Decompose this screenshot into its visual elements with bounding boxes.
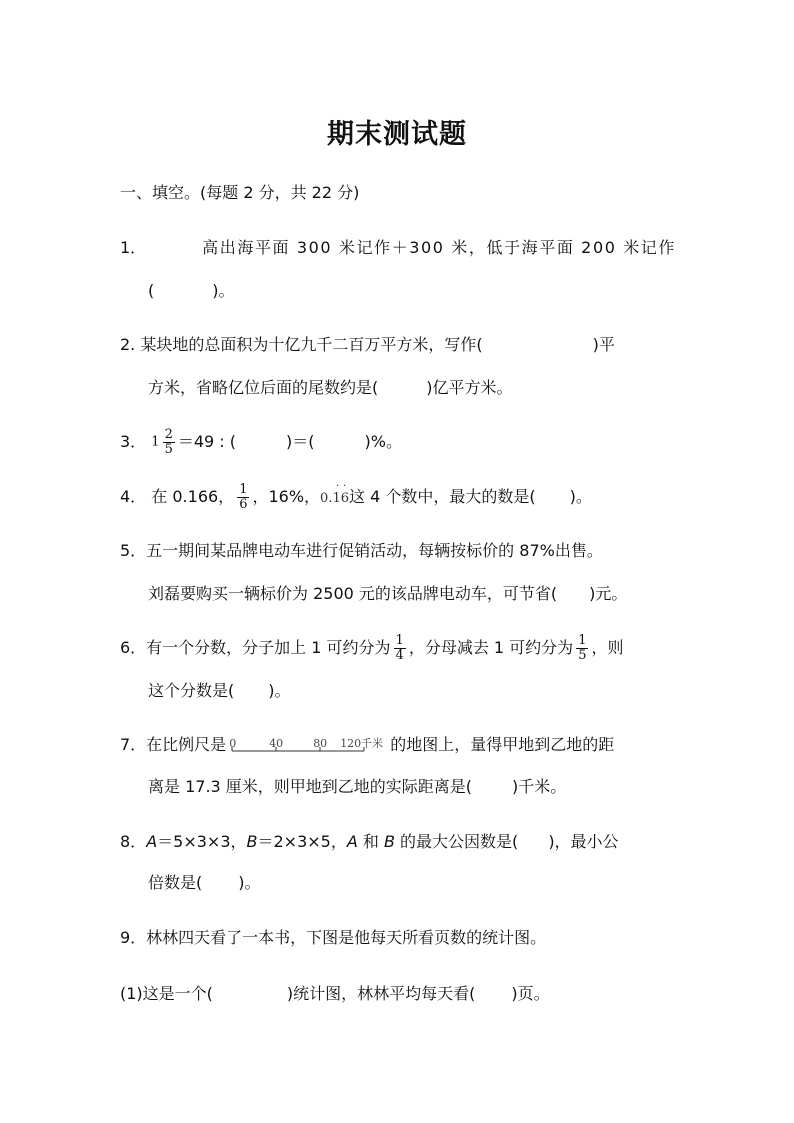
question-6-line-2: [148, 680, 676, 702]
question-text: )。: [268, 681, 291, 700]
question-text: )亿平方米。: [426, 378, 513, 397]
question-text: 倍数是(: [148, 873, 203, 892]
question-text: )＝(: [286, 432, 315, 451]
question-text: 方米，省略亿位后面的尾数约是(: [148, 378, 379, 397]
question-text: 的地图上，量得甲地到乙地的距: [390, 735, 615, 754]
fraction: $\frac{1}{5}$: [578, 633, 587, 663]
question-7-line-2: [148, 776, 676, 798]
scale-label: 0: [229, 736, 237, 750]
question-text: )元。: [589, 584, 628, 603]
bracket-open: (: [148, 281, 155, 300]
question-text: ，16%，: [252, 487, 321, 506]
question-6-line-1: [120, 634, 676, 663]
scale-label: 40: [269, 736, 284, 750]
question-2-line-2: [148, 377, 676, 399]
question-number: 4．: [120, 487, 147, 506]
question-8-line-2: [148, 872, 676, 894]
variable: B: [246, 832, 258, 851]
question-text: 9．林林四天看了一本书，下图是他每天所看页数的统计图。: [120, 928, 547, 947]
question-7-line-1: [120, 734, 676, 757]
question-text: 和: [357, 832, 384, 851]
question-number: 1．: [120, 238, 147, 257]
question-text: 在 0.166，: [151, 487, 235, 506]
question-text: 高出海平面 300 米记作＋300 米，低于海平面 200 米记作: [202, 238, 676, 257]
question-text: ＝49 : (: [177, 432, 237, 451]
repeat-dot: ·: [343, 481, 347, 492]
question-9-sub-1: [120, 983, 676, 1005]
question-text: (1)这是一个(: [120, 984, 213, 1003]
question-text: ＝2×3×5，: [257, 832, 347, 851]
page-title: 期末测试题: [327, 119, 467, 150]
fraction: $\frac{1}{6}$: [239, 482, 248, 512]
question-1-line-2: [148, 280, 676, 302]
question-5-line-2: [148, 583, 676, 605]
variable: A: [346, 832, 358, 851]
question-text: 这 4 个数中，最大的数是(: [349, 487, 536, 506]
question-number: 8．: [120, 832, 147, 851]
question-text: )平: [592, 335, 615, 354]
question-text: ，分母减去 1 可约分为: [408, 638, 574, 657]
question-number: 3．: [120, 432, 147, 451]
question-text: 5．五一期间某品牌电动车进行促销活动，每辆按标价的 87%出售。: [120, 541, 603, 560]
question-text: 6．有一个分数，分子加上 1 可约分为: [120, 638, 391, 657]
variable: B: [383, 832, 395, 851]
question-text: ＝5×3×3，: [157, 832, 247, 851]
section-heading: 一、填空。(每题 2 分，共 22 分): [120, 183, 360, 202]
question-text: 刘磊要购买一辆标价为 2500 元的该品牌电动车，可节省(: [148, 584, 558, 603]
question-1-line-1: [120, 237, 676, 259]
question-text: )页。: [511, 984, 550, 1003]
bracket-close: )。: [212, 281, 235, 300]
question-text: ，则: [591, 638, 624, 657]
question-text: )统计图，林林平均每天看(: [286, 984, 476, 1003]
question-text: 7．在比例尺是: [120, 735, 227, 754]
question-text: )%。: [364, 432, 402, 451]
question-4: [120, 483, 676, 512]
question-8-line-1: [120, 831, 676, 853]
question-3: [120, 428, 676, 457]
question-5-line-1: [120, 540, 676, 562]
question-text: )。: [238, 873, 261, 892]
scale-label: 120千米: [340, 736, 384, 750]
question-2-line-1: [120, 334, 676, 356]
repeating-decimal: 0.16 · ·: [320, 481, 349, 506]
mixed-number-fraction: $\frac{2}{5}$: [164, 427, 173, 457]
question-text: )。: [569, 487, 592, 506]
question-text: 这个分数是(: [148, 681, 235, 700]
question-text: )千米。: [512, 777, 567, 796]
question-text: )，最小公: [548, 832, 619, 851]
variable: A: [146, 832, 158, 851]
question-text: 的最大公因数是(: [394, 832, 519, 851]
question-text: 2. 某块地的总面积为十亿九千二百万平方米，写作(: [120, 335, 483, 354]
fraction: $\frac{1}{4}$: [395, 633, 404, 663]
mixed-number-whole: 1: [151, 434, 160, 450]
question-9: [120, 927, 676, 949]
repeat-dot: ·: [336, 481, 340, 492]
scale-label: 80: [313, 736, 328, 750]
question-text: 离是 17.3 厘米，则甲地到乙地的实际距离是(: [148, 777, 473, 796]
scale-bar: [226, 735, 390, 757]
